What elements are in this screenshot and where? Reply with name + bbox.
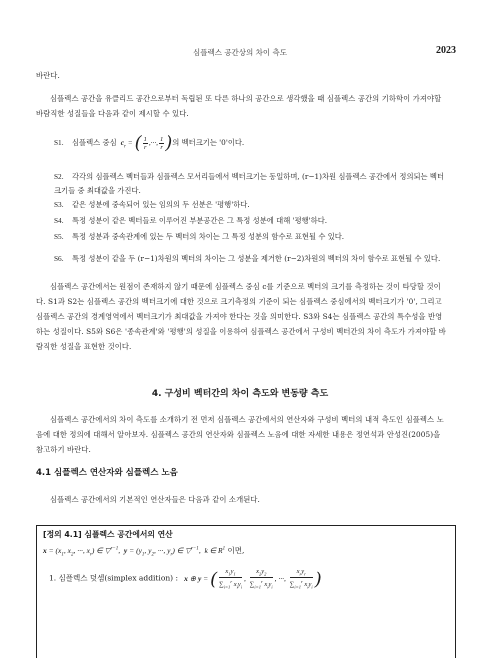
paragraph-section-4-intro: 심플렉스 공간에서의 차이 측도를 소개하기 전 먼저 심플렉스 공간에서의 연산자와 구성비 벡터의 내적 측도인 심플렉스 노음에 대한 정의에 대해서 알아보자. 심플렉스 공간의 연산자와 심플렉스 노음에 대한 자세한 내용은 정연석과 안성진(2005)을 참고하기 바란다. — [36, 415, 444, 454]
vector-definitions-formula: $x = (x_1$, $x_2$, ···, $x_r$) ∈ ▽$^{r-1}$, $y = (y_1$, $y_2$, ···, $y_r$) ∈ ▽$^{r-1}$, k ∈ $R^1$ — [43, 546, 226, 558]
simplex-addition-label: 1. 심플렉스 덧셈(simplex addition) : — [49, 573, 178, 583]
property-key: S3. — [54, 200, 64, 209]
property-s1 — [54, 132, 444, 155]
paragraph-continued: 바란다. — [36, 71, 60, 80]
property-text: 특정 성분과 중속관계에 있는 두 벡터의 차이는 그 특정 성분의 함수로 표현될 수 있다. — [72, 232, 345, 241]
header-title: 심플렉스 공간상의 차이 측도 — [192, 48, 288, 57]
property-text: 특정 성분이 같을 두 (r−1)차원의 벡터의 차이는 그 성분을 제거한 (r−2)차원의 벡터의 차이 함수로 표현될 수 있다. — [72, 254, 441, 263]
property-s3 — [54, 198, 444, 212]
section-4-heading: 4. 구성비 벡터간의 차이 측도와 변동량 측도 — [151, 389, 329, 399]
definition-line-tail: 이면, — [227, 546, 245, 555]
property-key: S4. — [54, 216, 64, 225]
property-key: S5. — [54, 232, 64, 241]
paragraph-operators-intro: 심플렉스 공간에서의 기본적인 연산자들은 다음과 같이 소개된다. — [50, 495, 260, 504]
page-number: 2023 — [436, 45, 456, 56]
property-s4 — [54, 214, 444, 228]
property-s2 — [54, 170, 444, 198]
definition-box — [36, 525, 456, 658]
paragraph-simplex-properties-intro: 심플렉스 공간을 유클리드 공간으로부터 독립된 또 다른 하나의 공간으로 생각했을 때 심플렉스 공간의 기하학이 가져야할 바람직한 성질들을 다음과 같이 제시할 수 있다. — [36, 94, 442, 118]
simplex-addition-line — [49, 568, 322, 590]
subsection-4-1-heading: 4.1 심플렉스 연산자와 심플렉스 노음 — [36, 468, 178, 478]
definition-vectors-line — [43, 545, 244, 558]
running-header — [0, 46, 480, 60]
simplex-center-formula: $c_r$ = ( $\frac{1}{r}$ ,···, $\frac{1}{r}$ ) — [120, 132, 173, 154]
simplex-addition-formula: x ⊕ y = ( $x_1y_1$ $\sum_{i=1}^r$ $x_iy_i$ , $x_2y_2$ $\sum_{i=1}^r$ $x_iy_i$ , ···, $x_ry_r$ $\sum_{i=1}^r$ $x_iy_i$ ) — [184, 568, 322, 590]
property-key: S2. — [54, 172, 64, 181]
paragraph-properties-discussion: 심플렉스 공간에서는 원점이 존재하지 않기 때문에 심플렉스 중심 c를 기준으로 벡터의 크기를 측정하는 것이 타당할 것이다. S1과 S2는 심플렉스 공간의 벡터크기에 대한 것으로 크기측정의 기준이 되는 심플렉스 중심에서의 벡터크기가 '0', 그리고 심플렉스 공간의 경계영역에서 벡터크기가 최대값을 가져야 한다는 것을 의미한다. S3와 S4는 심플렉스 공간의 특수성을 반영하는 성질이다. S5와 S6은 '종속관계'와 '평행'의 성질을 이용하여 심플렉스 공간에서 구성비 벡터간의 차이 측도가 가져야할 바람직한 성질을 표현한 것이다. — [36, 282, 446, 351]
property-text: 특정 성분이 같은 벡터들로 이루어진 부분공간은 그 특정 성분에 대해 '평행'하다. — [72, 216, 328, 225]
property-key: S6. — [54, 254, 64, 263]
property-s6 — [54, 252, 444, 266]
property-text: 각각의 심플렉스 벡터들과 심플렉스 모서리들에서 벡터크기는 동일하며, (r−1)차원 심플렉스 공간에서 정의되는 벡터크기들 중 최대값을 가진다. — [54, 172, 445, 195]
definition-title: [정의 4.1] 심플렉스 공간에서의 연산 — [43, 530, 173, 539]
property-key: S1. — [54, 138, 64, 148]
property-text: 같은 성분에 중속되어 있는 임의의 두 선분은 '평행'하다. — [72, 200, 250, 209]
property-s5 — [54, 230, 444, 244]
property-text-b: 의 벡터크기는 '0'이다. — [172, 138, 245, 148]
property-text-a: 심플렉스 중심 — [72, 138, 117, 148]
